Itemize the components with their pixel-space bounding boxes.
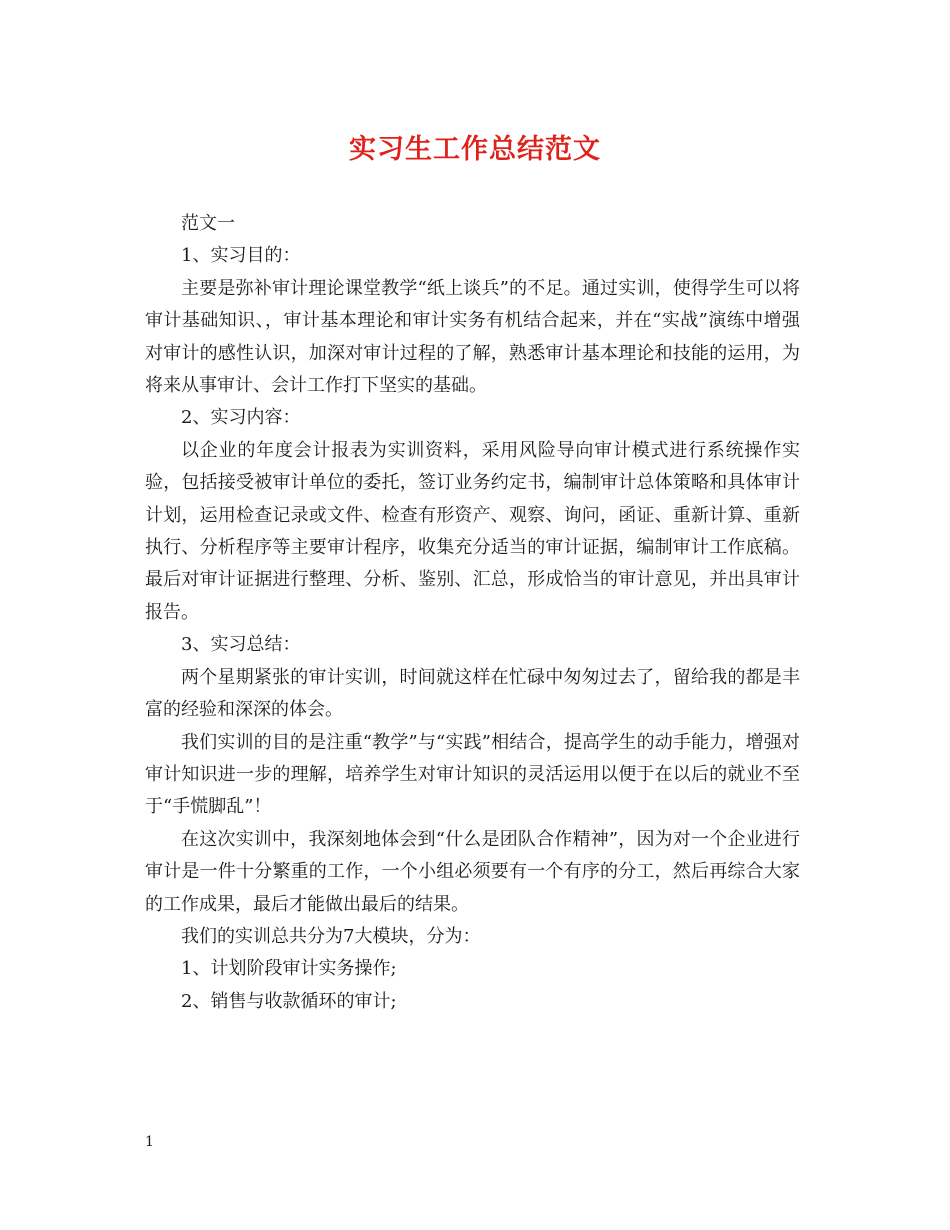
- paragraph-summary-2: 我们实训的目的是注重“教学”与“实践”相结合，提高学生的动手能力，增强对审计知识进一步的理解，培养学生对审计知识的灵活运用以便于在以后的就业不至于“手慌脚乱”！: [145, 731, 800, 818]
- paragraph-summary-3: 在这次实训中，我深刻地体会到“什么是团队合作精神”，因为对一个企业进行审计是一件十分繁重的工作，一个小组必须要有一个有序的分工，然后再综合大家的工作成果，最后才能做出最后的结果。: [145, 828, 800, 915]
- paragraph-content: 以企业的年度会计报表为实训资料，采用风险导向审计模式进行系统操作实验，包括接受被审计单位的委托，签订业务约定书，编制审计总体策略和具体审计计划，运用检查记录或文件、检查有形资产、观察、询问，函证、重新计算、重新执行、分析程序等主要审计程序，收集充分适当的审计证据，编制审计工作底稿。最后对审计证据进行整理、分析、鉴别、汇总，形成恰当的审计意见，并出具审计报告。: [145, 439, 800, 623]
- paragraph-heading-purpose: 1、实习目的：: [181, 245, 301, 267]
- paragraph-module-2: 2、销售与收款循环的审计;: [181, 990, 397, 1012]
- paragraph-sample-label: 范文一: [181, 213, 235, 234]
- paragraph-summary-1: 两个星期紧张的审计实训，时间就这样在忙碌中匆匆过去了，留给我的都是丰富的经验和深深的体会。: [145, 666, 800, 721]
- paragraph-heading-summary: 3、实习总结：: [181, 634, 301, 656]
- document-body: [145, 208, 800, 1018]
- paragraph-module-1: 1、计划阶段审计实务操作;: [181, 958, 397, 980]
- paragraph-purpose: 主要是弥补审计理论课堂教学“纸上谈兵”的不足。通过实训，使得学生可以将审计基础知识、，审计基本理论和审计实务有机结合起来，并在“实战”演练中增强对审计的感性认识，加深对审计过程的了解，熟悉审计基本理论和技能的运用，为将来从事审计、会计工作打下坚实的基础。: [145, 277, 800, 397]
- page-number: 1: [145, 1134, 154, 1150]
- document-title: 实习生工作总结范文: [349, 134, 601, 165]
- paragraph-modules-intro: 我们的实训总共分为7大模块，分为：: [181, 925, 481, 947]
- paragraph-heading-content: 2、实习内容：: [181, 407, 301, 429]
